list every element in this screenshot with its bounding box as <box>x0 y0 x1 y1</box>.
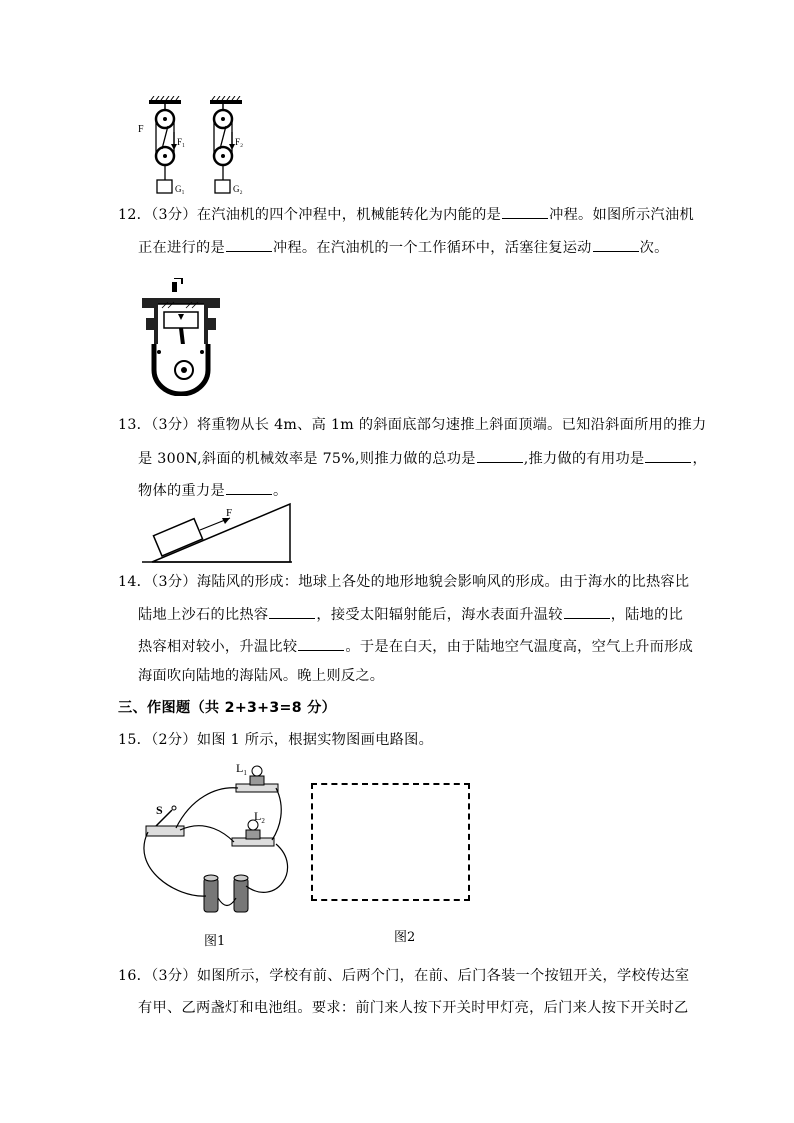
q13-blank-2[interactable] <box>645 448 691 463</box>
circuit-answer-box[interactable] <box>311 783 470 901</box>
q13-line2: 是 300N,斜面的机械效率是 75%,则推力做的总功是 ,推力做的有用功是 ， <box>138 448 707 469</box>
pulley-G1-label: G₁ <box>175 184 185 194</box>
q14-line4: 海面吹向陆地的海陆风。晚上则反之。 <box>138 668 385 684</box>
q13-blank-1[interactable] <box>477 448 523 463</box>
q14-line1: 14．（3分）海陆风的形成：地球上各处的地形地貌会影响风的形成。由于海水的比热容比 <box>118 574 690 590</box>
q12-blank-3[interactable] <box>593 237 639 252</box>
q13-blank-3[interactable] <box>226 480 272 495</box>
q15-line1: 15．（2分）如图 1 所示，根据实物图画电路图。 <box>118 732 434 748</box>
incline-F-label: F <box>226 507 233 519</box>
L1-label: $L_1$ <box>236 761 247 777</box>
q12-line2: 正在进行的是 冲程。在汽油机的一个工作循环中，活塞往复运动 次。 <box>138 237 669 258</box>
q13-line1: 13．（3分）将重物从长 4m、高 1m 的斜面底部匀速推上斜面顶端。已知沿斜面所用的推力 <box>118 417 707 433</box>
q12-blank-2[interactable] <box>226 237 272 252</box>
q16-line1: 16．（3分）如图所示，学校有前、后两个门，在前、后门各装一个按钮开关，学校传达室 <box>118 968 690 984</box>
pulley-F1-label: F₁ <box>177 137 186 147</box>
engine-figure <box>138 278 224 396</box>
q13-line3: 物体的重力是 。 <box>138 480 287 501</box>
q14-line3: 热容相对较小，升温比较 。于是在白天，由于陆地空气温度高，空气上升而形成 <box>138 636 693 657</box>
fig1-caption: 图1 <box>204 934 226 949</box>
q16-line2: 有甲、乙两盏灯和电池组。要求：前门来人按下开关时甲灯亮，后门来人按下开关时乙 <box>138 1000 689 1016</box>
q14-blank-2[interactable] <box>564 604 610 619</box>
incline-figure <box>138 500 296 564</box>
section-title: 三、作图题（共 2+3+3=8 分） <box>118 700 337 716</box>
q14-blank-1[interactable] <box>269 604 315 619</box>
pulley-figure <box>135 96 265 200</box>
pulley-G2-label: G₂ <box>233 184 243 194</box>
q14-blank-3[interactable] <box>298 636 344 651</box>
L2-label: $L_2$ <box>254 809 265 825</box>
q14-line2: 陆地上沙石的比热容 ，接受太阳辐射能后，海水表面升温较 ，陆地的比 <box>138 604 683 625</box>
pulley-F2-label: F₂ <box>235 137 244 147</box>
q12-line1: 12．（3分）在汽油机的四个冲程中，机械能转化为内能的是 冲程。如图所示汽油机 <box>118 204 694 225</box>
q12-blank-1[interactable] <box>502 204 548 219</box>
pulley-F-label: F <box>138 124 144 135</box>
fig2-caption: 图2 <box>394 930 416 945</box>
switch-S-label: S <box>156 803 163 817</box>
circuit-figure-1 <box>136 758 306 918</box>
